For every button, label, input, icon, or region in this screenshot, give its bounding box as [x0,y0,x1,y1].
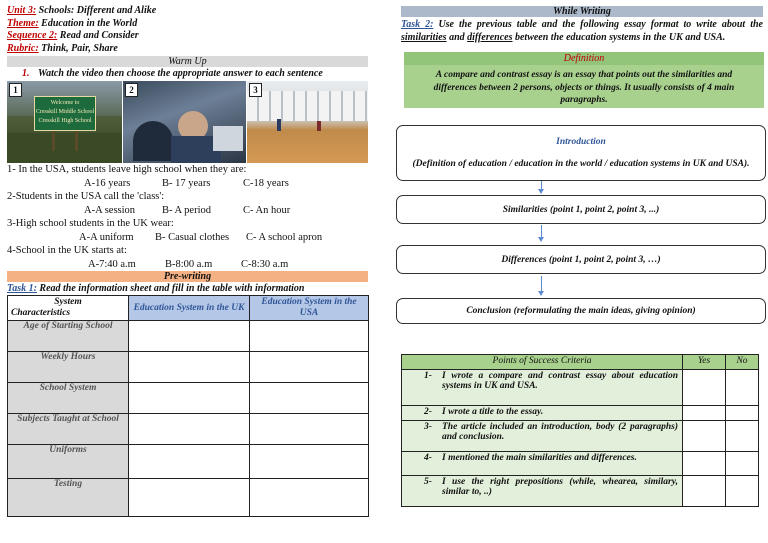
comparison-table [7,295,369,517]
prewriting-title: Pre-writing [7,271,368,282]
option: A-A uniform [79,231,134,243]
criteria-row: 3- The article included an introduction, body (2 paragraphs) and conclusion. [402,421,759,452]
criteria-no-header: No [726,355,759,370]
option: B- A period [162,204,211,216]
photo-1 [7,81,122,163]
criteria-no-checkbox[interactable] [726,476,759,507]
unit-line [7,5,156,18]
introduction-text: (Definition of education / education in the world / education systems in UK and USA). [412,159,750,169]
cell-usa-testing[interactable] [250,479,369,517]
theme-value: Education in the World [41,17,138,29]
photo-3 [247,81,368,163]
criteria-table [401,354,759,507]
task1-label: Task 1: [7,283,37,294]
table-row [8,414,369,445]
arrow-down-icon [541,276,542,292]
sign-line-2: Cresskill Middle School [35,109,95,115]
option: A-A session [84,204,136,216]
task1-line [7,283,304,294]
arrow-down-icon [541,225,542,238]
criteria-text: I wrote a title to the essay. [442,407,544,417]
criteria-no-checkbox[interactable] [726,452,759,476]
introduction-title: Introduction [556,137,606,147]
rubric-value: Think, Pair, Share [41,42,118,54]
option: B- Casual clothes [155,231,230,243]
instruction-number: 1. [22,68,30,79]
cell-uk-system[interactable] [129,383,250,414]
sequence-label: Sequence 2: [7,30,58,41]
table-row [8,352,369,383]
photo-number-3: 3 [249,83,262,97]
unit-value: Schools: Different and Alike [38,5,157,16]
cell-uk-subjects[interactable] [129,414,250,445]
option: B-8:00 a.m [165,258,213,270]
photo-number-1: 1 [9,83,22,97]
criteria-header-row [402,355,759,370]
criteria-no-checkbox[interactable] [726,370,759,406]
table-row [8,321,369,352]
col-header-usa: Education System in the USA [250,296,369,321]
option: A-7:40 a.m [88,258,136,270]
criteria-text: The article included an introduction, body (2 paragraphs) and conclusion. [442,422,678,442]
table-row [8,445,369,479]
sequence-value: Read and Consider [59,30,139,41]
cell-usa-subjects[interactable] [250,414,369,445]
table-header-row [8,296,369,321]
definition-box [404,52,764,108]
task2-word-differences: differences [467,32,513,43]
theme-label: Theme: [7,17,39,29]
criteria-row: 5- I use the right prepositions (while, whearea, similary, similar to, ..) [402,476,759,507]
criteria-text: I use the right prepositions (while, whearea, similary, similar to, ..) [442,477,678,497]
cell-usa-hours[interactable] [250,352,369,383]
row-label: Uniforms [8,445,129,479]
criteria-header: Points of Success Criteria [402,355,683,370]
warmup-instruction [22,68,323,79]
criteria-row: 2- I wrote a title to the essay. [402,406,759,421]
option: C- A school apron [246,231,323,243]
conclusion-box: Conclusion (reformulating the main ideas, giving opinion) [396,298,766,324]
task2-label: Task 2: [401,19,434,30]
option: A-16 years [84,177,131,189]
task2-word-similarities: similarities [401,32,447,43]
question-1: 1- In the USA, students leave high school when they are: [7,164,247,175]
photo-2 [123,81,246,163]
row-label: Subjects Taught at School [8,414,129,445]
warmup-title: Warm Up [7,56,368,67]
option: C-18 years [243,177,289,189]
introduction-box [396,125,766,181]
question-3: 3-High school students in the UK wear: [7,218,174,229]
theme-line [7,18,137,31]
row-label: Testing [8,479,129,517]
criteria-yes-checkbox[interactable] [683,421,726,452]
row-label: Age of Starting School [8,321,129,352]
sign-line-3: Cresskill High School [38,118,92,124]
col-header-uk: Education System in the UK [129,296,250,321]
criteria-yes-checkbox[interactable] [683,406,726,421]
table-row [8,479,369,517]
option: B- 17 years [162,177,211,189]
differences-box: Differences (point 1, point 2, point 3, …) [396,245,766,274]
cell-uk-age[interactable] [129,321,250,352]
criteria-no-checkbox[interactable] [726,421,759,452]
criteria-text: I wrote a compare and contrast essay about education systems in UK and USA. [442,371,678,391]
definition-text: A compare and contrast essay is an essay that points out the similarities and differences between 2 persons, objects or things. It usually consists of 4 main paragraphs. [433,70,735,105]
option: C- An hour [243,204,291,216]
cell-usa-age[interactable] [250,321,369,352]
col-header-characteristics: System Characteristics [8,296,129,321]
criteria-no-checkbox[interactable] [726,406,759,421]
task2-text: Task 2: Use the previous table and the following essay format to write about the similarities and differences between the education systems in the UK and USA. [401,19,763,43]
rubric-line [7,43,118,56]
criteria-yes-header: Yes [683,355,726,370]
cell-uk-uniforms[interactable] [129,445,250,479]
cell-uk-hours[interactable] [129,352,250,383]
whilewriting-title: While Writing [401,6,763,17]
criteria-row: 1- I wrote a compare and contrast essay about education systems in UK and USA. [402,370,759,406]
arrow-down-icon [541,181,542,190]
sign-line-1: Welcome to [50,100,80,106]
definition-title: Definition [404,52,764,65]
option: C-8:30 a.m [241,258,289,270]
criteria-yes-checkbox[interactable] [683,370,726,406]
criteria-text: I mentioned the main similarities and differences. [442,453,637,463]
table-row [8,383,369,414]
photo-number-2: 2 [125,83,138,97]
cell-uk-testing[interactable] [129,479,250,517]
row-label: School System [8,383,129,414]
question-4: 4-School in the UK starts at: [7,245,127,256]
instruction-text: Watch the video then choose the appropriate answer to each sentence [38,68,323,79]
criteria-yes-checkbox[interactable] [683,452,726,476]
criteria-yes-checkbox[interactable] [683,476,726,507]
task1-text: Read the information sheet and fill in the table with information [39,283,305,294]
cell-usa-uniforms[interactable] [250,445,369,479]
cell-usa-system[interactable] [250,383,369,414]
row-label: Weekly Hours [8,352,129,383]
criteria-row: 4- I mentioned the main similarities and differences. [402,452,759,476]
unit-label: Unit 3: [7,5,37,16]
sequence-line [7,30,139,43]
question-2: 2-Students in the USA call the 'class': [7,191,165,202]
similarities-box: Similarities (point 1, point 2, point 3, ...) [396,195,766,224]
rubric-label: Rubric: [7,42,39,54]
school-sign [34,96,96,131]
questions [7,163,368,270]
